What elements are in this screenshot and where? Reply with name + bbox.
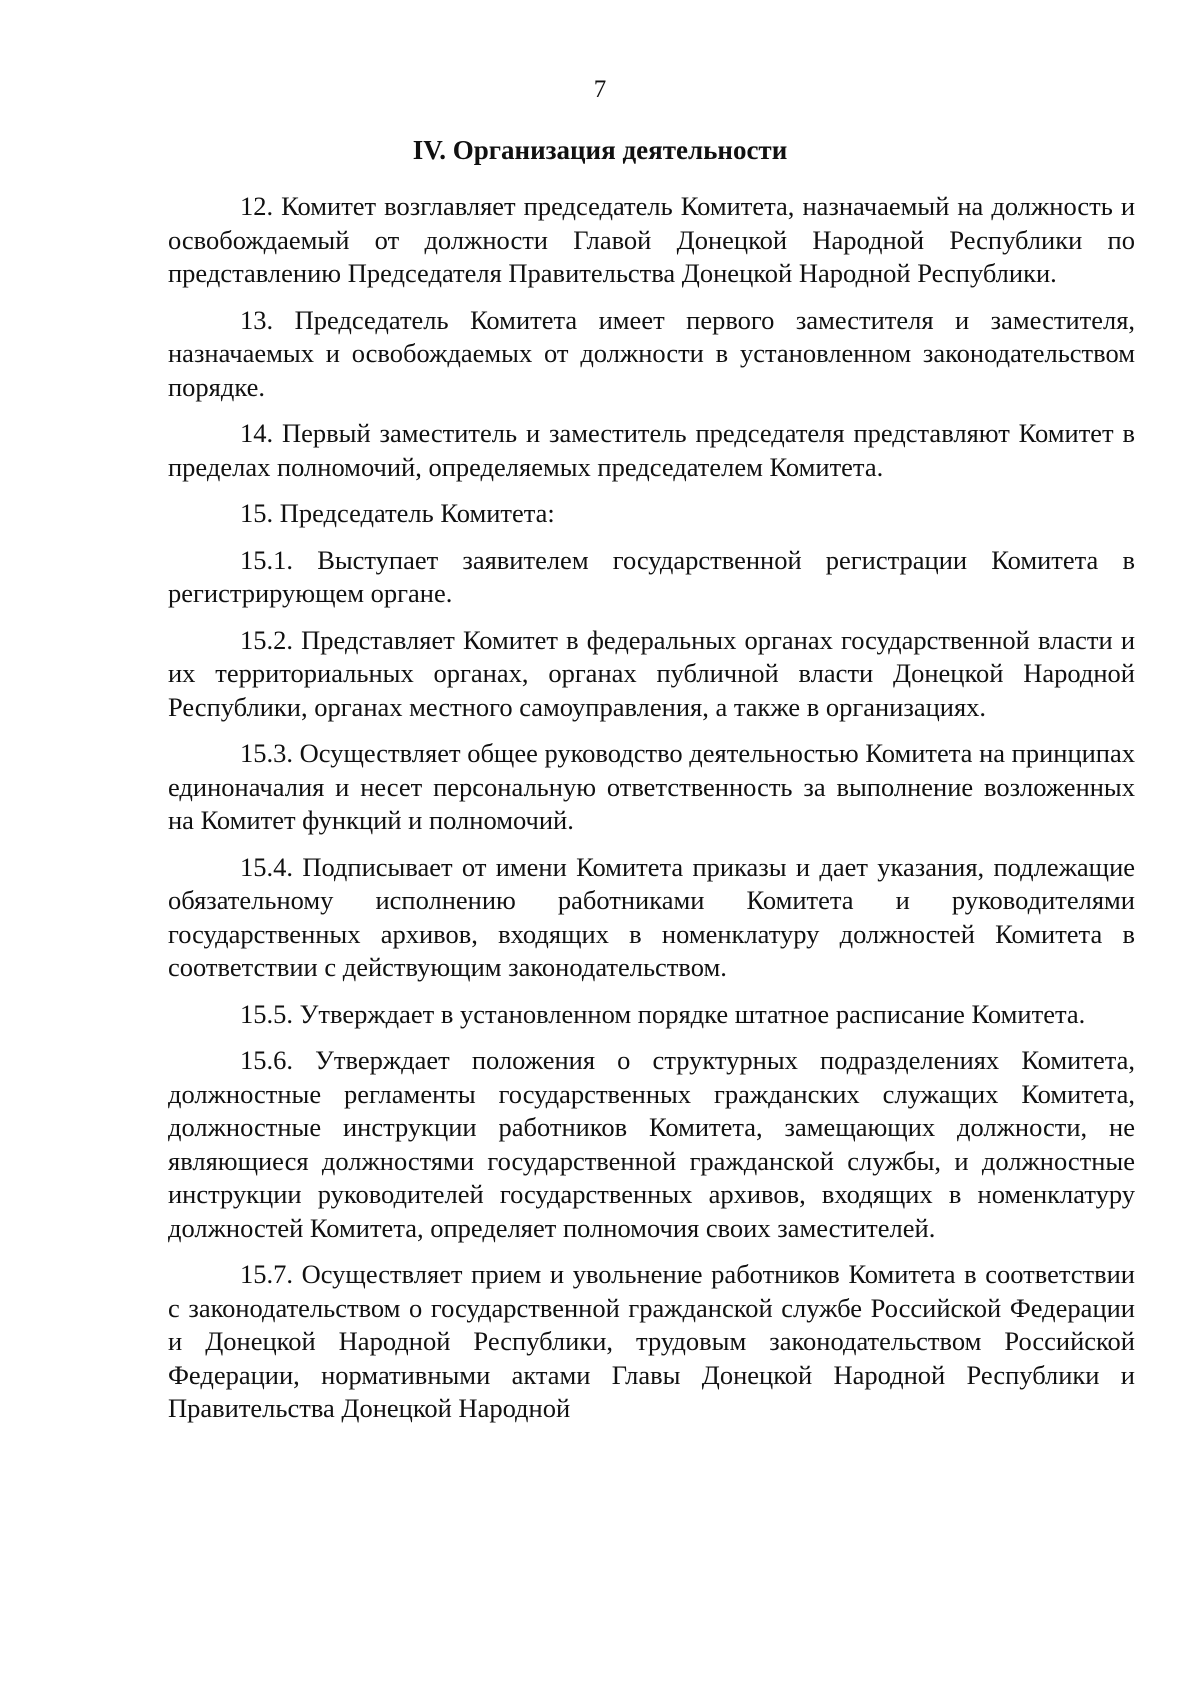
paragraph-15 — [168, 497, 1135, 531]
paragraph-number: 15.2. — [240, 624, 293, 655]
paragraph-number: 15.1. — [240, 544, 293, 575]
paragraph-15-2 — [168, 624, 1135, 725]
paragraph-number: 15. — [240, 498, 274, 528]
paragraph-text: Комитет возглавляет председатель Комитета, назначаемый на должность и освобождаемый от должности Главой Донецкой Народной Республики по представлению Председателя Правительства Донецкой Народной Республики. — [168, 191, 1136, 288]
paragraph-text: Председатель Комитета: — [279, 498, 555, 528]
paragraph-12 — [168, 190, 1135, 291]
paragraph-15-4 — [168, 851, 1135, 985]
paragraph-number: 15.3. — [240, 738, 293, 768]
page-number: 7 — [593, 76, 607, 103]
paragraph-text: Представляет Комитет в федеральных органах государственной власти и их территориальных органах, органах публичной власти Донецкой Народной Республики, органах местного самоуправления, а также в организациях. — [168, 624, 1136, 722]
paragraph-number: 12. — [240, 191, 274, 221]
paragraph-15-6 — [168, 1044, 1135, 1245]
section-heading: IV. Организация деятельности — [412, 135, 788, 165]
paragraph-text: Первый заместитель и заместитель председателя представляют Комитет в пределах полномочий, определяемых председателем Комитета. — [168, 418, 1136, 482]
paragraph-text: Осуществляет общее руководство деятельностью Комитета на принципах единоначалия и несет персональную ответственность за выполнение возложенных на Комитет функций и полномочий. — [168, 738, 1136, 835]
paragraph-15-5 — [168, 998, 1135, 1032]
paragraph-number: 15.5. — [240, 998, 293, 1029]
paragraph-15-7 — [168, 1258, 1135, 1426]
paragraph-text: Подписывает от имени Комитета приказы и дает указания, подлежащие обязательному исполнению работниками Комитета и руководителями государственных архивов, входящих в номенклатуру должностей Комитета в соответствии с действующим законодательством. — [168, 851, 1136, 982]
paragraph-number: 14. — [240, 418, 274, 448]
paragraph-15-1 — [168, 544, 1135, 611]
paragraph-text: Осуществляет прием и увольнение работников Комитета в соответствии с законодательством о государственной гражданской службе Российской Федерации и Донецкой Народной Республики, трудовым законодательством Российской Федерации, нормативными актами Главы Донецкой Народной Республики и Правительства Донецкой Народной — [168, 1259, 1135, 1423]
paragraph-13 — [168, 304, 1135, 405]
paragraph-text: Утверждает положения о структурных подразделениях Комитета, должностные регламенты государственных гражданских служащих Комитета, должностные инструкции работников Комитета, замещающих должности, не являющиеся должностями государственной гражданской службы, и должностные инструкции руководителей государственных архивов, входящих в номенклатуру должностей Комитета, определяет полномочия своих заместителей. — [168, 1045, 1136, 1243]
paragraph-number: 15.7. — [240, 1259, 293, 1289]
paragraph-15-3 — [168, 737, 1135, 838]
paragraph-number: 15.6. — [240, 1045, 293, 1075]
paragraph-text: Председатель Комитета имеет первого заместителя и заместителя, назначаемых и освобождаемых от должности в установленном законодательством порядке. — [168, 304, 1136, 402]
paragraph-number: 15.4. — [240, 851, 293, 882]
document-body — [168, 190, 1135, 1439]
paragraph-14 — [168, 417, 1135, 484]
paragraph-text: Выступает заявителем государственной регистрации Комитета в регистрирующем органе. — [168, 544, 1136, 608]
paragraph-text: Утверждает в установленном порядке штатное расписание Комитета. — [299, 998, 1086, 1029]
paragraph-number: 13. — [240, 304, 274, 335]
